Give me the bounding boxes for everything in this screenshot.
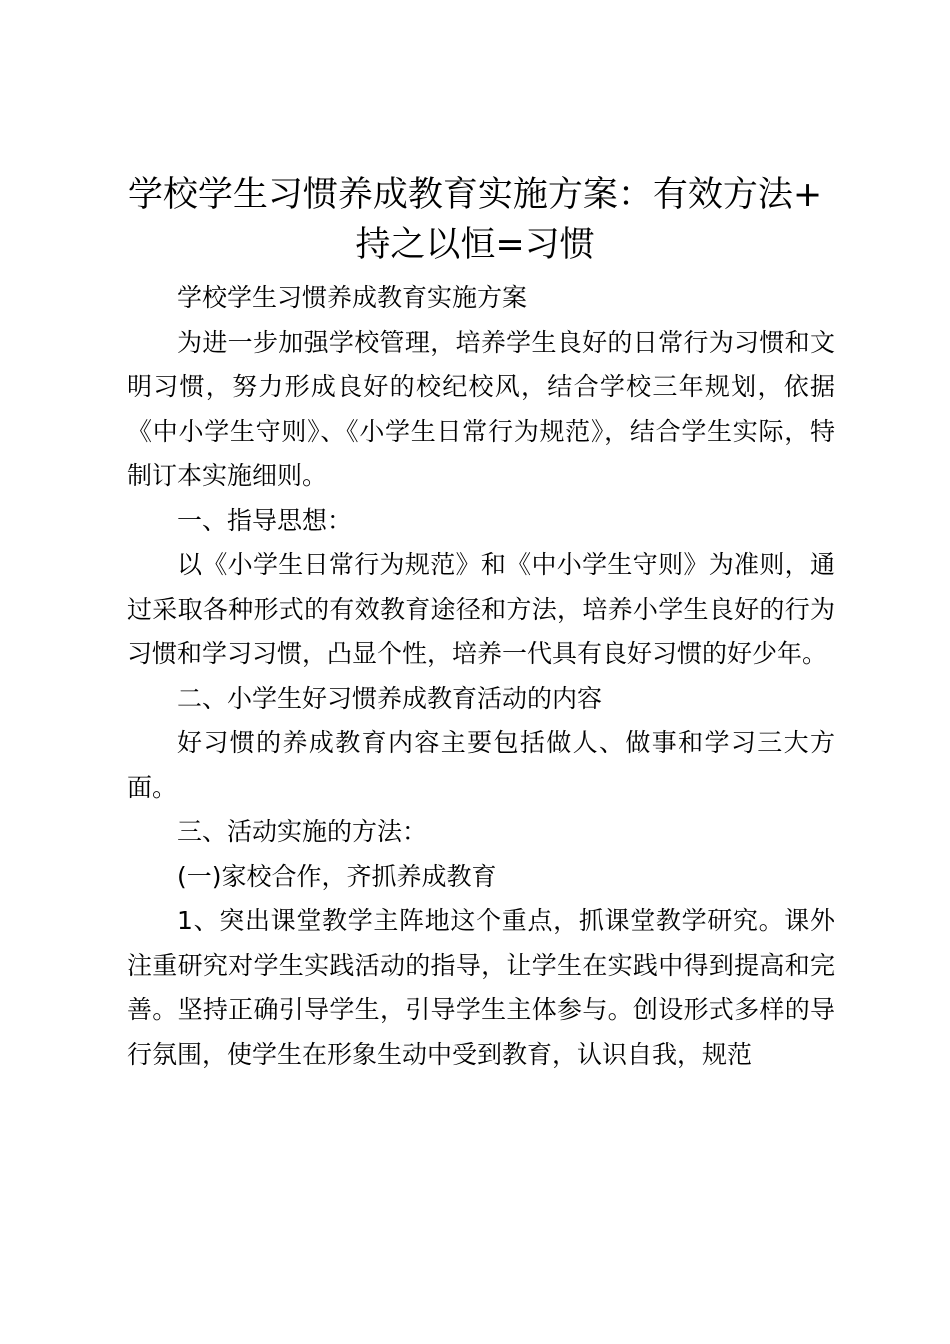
subsection-heading-1: (一)家校合作，齐抓养成教育 [177, 861, 497, 891]
document-body [127, 276, 835, 1077]
section-heading-2: 二、小学生好习惯养成教育活动的内容 [177, 683, 603, 713]
document-title-line-1: 学校学生习惯养成教育实施方案：有效方法+ [127, 175, 823, 215]
section-heading-3: 三、活动实施的方法： [177, 817, 428, 846]
guiding-ideology-paragraph: 以《小学生日常行为规范》和《中小学生守则》为准则，通过采取各种形式的有效教育途径和方法，培养小学生良好的行为习惯和学习习惯，凸显个性，培养一代具有良好习惯的好少年。 [127, 550, 835, 668]
intro-paragraph: 为进一步加强学校管理，培养学生良好的日常行为习惯和文明习惯，努力形成良好的校纪校风，结合学校三年规划，依据《中小学生守则》、《小学生日常行为规范》，结合学生实际，特制订本实施细则。 [127, 327, 835, 490]
method-paragraph-1: 1、突出课堂教学主阵地这个重点，抓课堂教学研究。课外注重研究对学生实践活动的指导，让学生在实践中得到提高和完善。坚持正确引导学生，引导学生主体参与。创设形式多样的导行氛围，使学生在形象生动中受到教育，认识自我，规范 [127, 906, 835, 1069]
document-title-line-2: 持之以恒=习惯 [355, 225, 595, 265]
subtitle-paragraph: 学校学生习惯养成教育实施方案 [177, 283, 528, 312]
content-paragraph: 好习惯的养成教育内容主要包括做人、做事和学习三大方面。 [127, 728, 835, 802]
section-heading-1: 一、指导思想： [177, 505, 353, 535]
